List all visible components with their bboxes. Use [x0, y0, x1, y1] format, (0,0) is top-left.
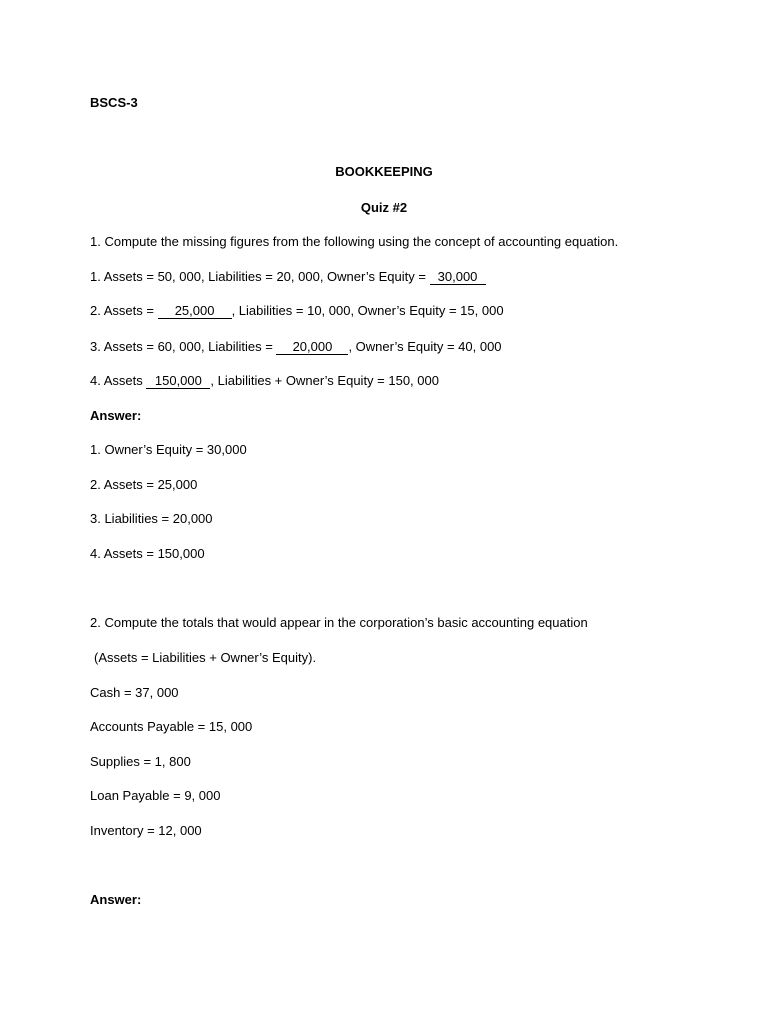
- item-supplies: Supplies = 1, 800: [90, 754, 191, 769]
- question-2-after: , Liabilities = 10, 000, Owner’s Equity = 15, 000: [231, 303, 504, 318]
- subject-title: BOOKKEEPING: [335, 164, 433, 179]
- part2-instruction: 2. Compute the totals that would appear in the corporation’s basic accounting equation: [90, 615, 588, 630]
- class-code: BSCS-3: [90, 95, 138, 110]
- question-1-blank: 30,000: [430, 270, 486, 285]
- question-3-blank: 20,000: [276, 340, 348, 355]
- item-cash: Cash = 37, 000: [90, 685, 179, 700]
- question-2-blank: 25,000: [158, 304, 232, 319]
- question-3-before: 3. Assets = 60, 000, Liabilities =: [90, 339, 277, 354]
- question-3-after: , Owner’s Equity = 40, 000: [348, 339, 502, 354]
- question-3: [90, 339, 502, 355]
- question-2: [90, 303, 504, 319]
- answer-2: 2. Assets = 25,000: [90, 477, 198, 492]
- question-4-before: 4. Assets: [90, 373, 147, 388]
- part2-answer-label: Answer:: [90, 892, 142, 907]
- question-4-after: , Liabilities + Owner’s Equity = 150, 000: [210, 373, 439, 388]
- part2-instruction-cont: (Assets = Liabilities + Owner’s Equity).: [94, 650, 317, 665]
- quiz-title: Quiz #2: [360, 200, 408, 215]
- question-1: [90, 269, 486, 285]
- question-4: [90, 373, 439, 389]
- question-2-before: 2. Assets =: [90, 303, 158, 318]
- item-accounts-payable: Accounts Payable = 15, 000: [90, 719, 253, 734]
- part1-answer-label: Answer:: [90, 408, 142, 423]
- answer-4: 4. Assets = 150,000: [90, 546, 205, 561]
- question-1-text: 1. Assets = 50, 000, Liabilities = 20, 000, Owner’s Equity =: [90, 269, 430, 284]
- item-loan-payable: Loan Payable = 9, 000: [90, 788, 221, 803]
- answer-1: 1. Owner’s Equity = 30,000: [90, 442, 247, 457]
- part1-instruction: 1. Compute the missing figures from the following using the concept of accounting equation.: [90, 234, 619, 249]
- question-4-blank: 150,000: [146, 374, 210, 389]
- item-inventory: Inventory = 12, 000: [90, 823, 202, 838]
- answer-3: 3. Liabilities = 20,000: [90, 511, 213, 526]
